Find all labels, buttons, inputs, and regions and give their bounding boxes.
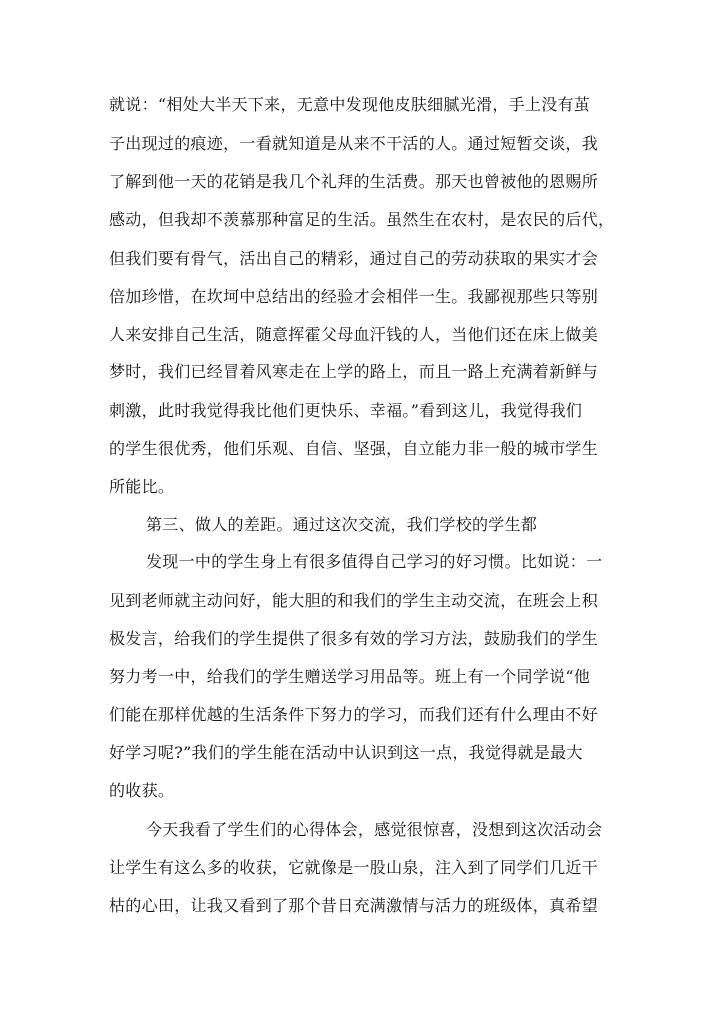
- text-line: 就说：“相处大半天下来，无意中发现他皮肤细腻光滑，手上没有茧: [109, 95, 591, 114]
- paragraph-heading: 第三、做人的差距。通过这次交流，我们学校的学生都: [146, 515, 538, 534]
- text-line: 让学生有这么多的收获，它就像是一股山泉，注入到了同学们几近干: [109, 858, 599, 877]
- text-line: 好学习呢?”我们的学生能在活动中认识到这一点，我觉得就是最大: [109, 743, 583, 762]
- text-line: 了解到他一天的花销是我几个礼拜的生活费。那天也曾被他的恩赐所: [109, 172, 599, 191]
- text-line: 梦时，我们已经冒着风寒走在上学的路上，而且一路上充满着新鲜与: [109, 362, 599, 381]
- text-line: 努力考一中，给我们的学生赠送学习用品等。班上有一个同学说“他: [109, 667, 591, 686]
- text-line: 的学生很优秀，他们乐观、自信、坚强，自立能力非一般的城市学生: [109, 439, 599, 458]
- text-line: 发现一中的学生身上有很多值得自己学习的好习惯。比如说：一: [146, 552, 603, 571]
- text-line: 所能比。: [109, 477, 175, 496]
- text-line: 枯的心田，让我又看到了那个昔日充满激情与活力的班级体，真希望: [109, 896, 599, 915]
- text-line: 的收获。: [109, 781, 175, 800]
- text-line: 见到老师就主动问好，能大胆的和我们的学生主动交流，在班会上积: [109, 591, 599, 610]
- text-line: 极发言，给我们的学生提供了很多有效的学习方法，鼓励我们的学生: [109, 629, 599, 648]
- text-line: 今天我看了学生们的心得体会，感觉很惊喜，没想到这次活动会: [146, 820, 603, 839]
- text-line: 但我们要有骨气，活出自己的精彩，通过自己的劳动获取的果实才会: [109, 249, 599, 268]
- text-line: 刺激，此时我觉得我比他们更快乐、幸福。”看到这儿，我觉得我们: [109, 401, 583, 420]
- text-line: 子出现过的痕迹，一看就知道是从来不干活的人。通过短暂交谈，我: [109, 134, 599, 153]
- text-line: 倍加珍惜，在坎坷中总结出的经验才会相伴一生。我鄙视那些只等别: [109, 287, 599, 306]
- text-line: 人来安排自己生活，随意挥霍父母血汗钱的人，当他们还在床上做美: [109, 325, 599, 344]
- text-line: 感动，但我却不羡慕那种富足的生活。虽然生在农村，是农民的后代，: [109, 210, 615, 229]
- text-line: 们能在那样优越的生活条件下努力的学习，而我们还有什么理由不好: [109, 705, 599, 724]
